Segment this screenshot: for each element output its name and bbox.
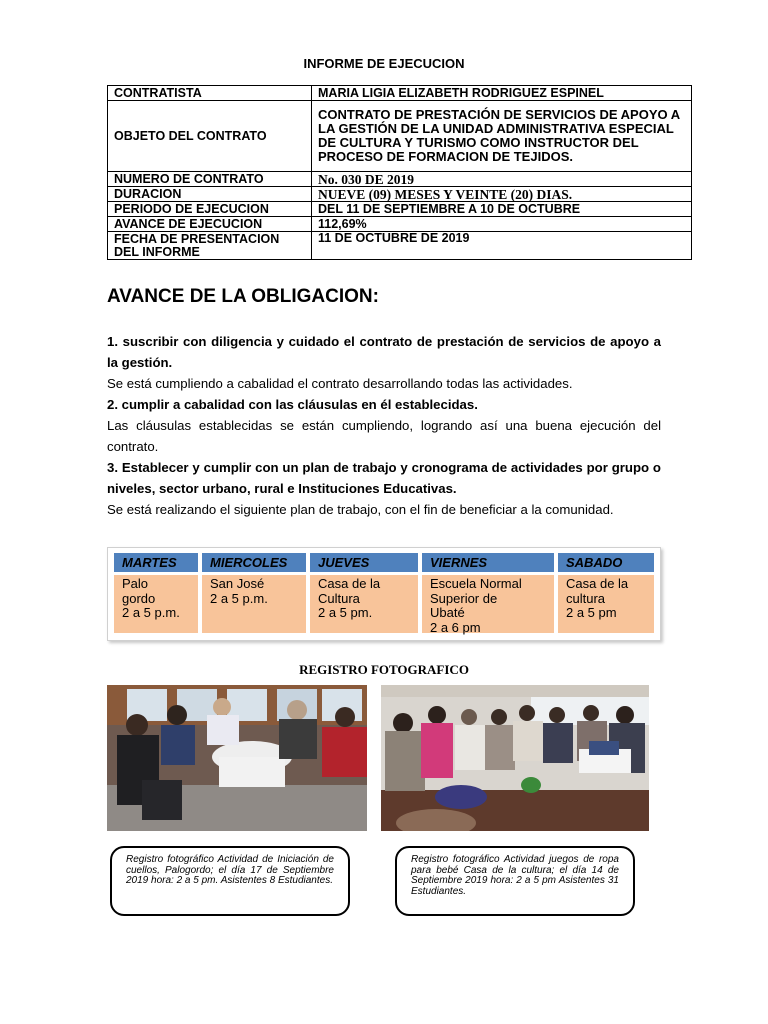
table-value: DEL 11 DE SEPTIEMBRE A 10 DE OCTUBRE [312,202,692,217]
schedule-day: JUEVES [310,553,418,572]
schedule-line: Casa de la [318,576,381,591]
photo-knitting-group-casa-cultura [381,685,649,831]
section-heading: AVANCE DE LA OBLIGACION: [107,286,379,307]
table-label: PERIODO DE EJECUCION [108,202,312,217]
table-value: MARIA LIGIA ELIZABETH RODRIGUEZ ESPINEL [312,86,692,101]
contract-info-table [107,85,692,260]
schedule-line: Casa de la [566,576,629,591]
obligation-title: 3. Establecer y cumplir con un plan de trabajo y cronograma de actividades por grupo o niveles, sector urbano, rural e Instituciones Educativas. [107,460,661,496]
photo-caption: Registro fotográfico Actividad de Iniciación de cuellos, Palogordo; el día 17 de Septiembre 2019 hora: 2 a 5 pm. Asistentes 8 Estudiantes. [110,846,350,916]
schedule-line: gordo [122,590,156,606]
table-row [108,187,692,202]
table-label: NUMERO DE CONTRATO [108,172,312,187]
schedule-day: SABADO [558,553,654,572]
table-label: CONTRATISTA [108,86,312,101]
schedule-line: 2 a 5 pm. [318,605,373,620]
table-label: FECHA DE PRESENTACION DEL INFORME [108,232,312,260]
schedule-line: Cultura [318,590,360,606]
table-row [108,217,692,232]
obligation-text: Se está cumpliendo a cabalidad el contrato desarrollando todas las actividades. [107,376,573,391]
schedule-column [310,553,418,633]
table-label: DURACION [108,187,312,202]
table-label: AVANCE DE EJECUCION [108,217,312,232]
schedule-cell [558,575,654,633]
schedule-column [422,553,554,633]
schedule-column [114,553,198,633]
table-row [108,232,692,260]
photo-caption: Registro fotográfico Actividad juegos de ropa para bebé Casa de la cultura; el día 14 de Septiembre 2019 hora: 2 a 5 pm Asistentes 31 Estudiantes. [395,846,635,916]
table-row [108,86,692,101]
obligation-text: Las cláusulas establecidas se están cumpliendo, logrando así una buena ejecución del contrato. [107,418,661,454]
schedule-line: 2 a 5 pm [566,605,617,620]
table-row [108,101,692,172]
obligation-title: 1. suscribir con diligencia y cuidado el contrato de prestación de servicios de apoyo a la gestión. [107,334,661,370]
schedule-line: Escuela Normal [430,576,522,591]
table-value: NUEVE (09) MESES Y VEINTE (20) DIAS. [312,187,692,202]
table-row [108,172,692,187]
schedule-line: 2 a 6 pm [430,619,481,635]
schedule-cell [310,575,418,633]
table-row [108,202,692,217]
schedule-line: 2 a 5 p.m. [122,605,180,620]
schedule-line: 2 a 5 p.m. [210,590,268,606]
schedule-line: cultura [566,590,606,606]
schedule-day: VIERNES [422,553,554,572]
schedule-day: MIERCOLES [202,553,306,572]
schedule-column [558,553,654,633]
schedule-table [107,547,661,641]
schedule-line: Ubaté [430,605,465,620]
obligation-title: 2. cumplir a cabalidad con las cláusulas en él establecidas. [107,397,478,412]
photo-section-title: REGISTRO FOTOGRAFICO [299,662,469,677]
table-value: 11 DE OCTUBRE DE 2019 [312,232,692,260]
schedule-line: Palo [122,576,149,591]
schedule-cell [202,575,306,633]
schedule-cell [114,575,198,633]
schedule-column [202,553,306,633]
table-value: 112,69% [312,217,692,232]
schedule-line: Superior de [430,590,498,606]
report-title: INFORME DE EJECUCION [303,56,465,71]
schedule-day: MARTES [114,553,198,572]
table-label: OBJETO DEL CONTRATO [108,101,312,172]
schedule-line: San José [210,576,265,591]
table-value: No. 030 DE 2019 [312,172,692,187]
photo-knitting-group-palogordo [107,685,367,831]
obligation-text: Se está realizando el siguiente plan de trabajo, con el fin de beneficiar a la comunidad. [107,502,614,517]
obligations-body [107,331,661,520]
schedule-cell [422,575,554,633]
table-value: CONTRATO DE PRESTACIÓN DE SERVICIOS DE APOYO A LA GESTIÓN DE LA UNIDAD ADMINISTRATIVA ESPECIAL DE CULTURA Y TURISMO COMO INSTRUCTOR DEL PROCESO DE FORMACION DE TEJIDOS. [312,101,692,172]
